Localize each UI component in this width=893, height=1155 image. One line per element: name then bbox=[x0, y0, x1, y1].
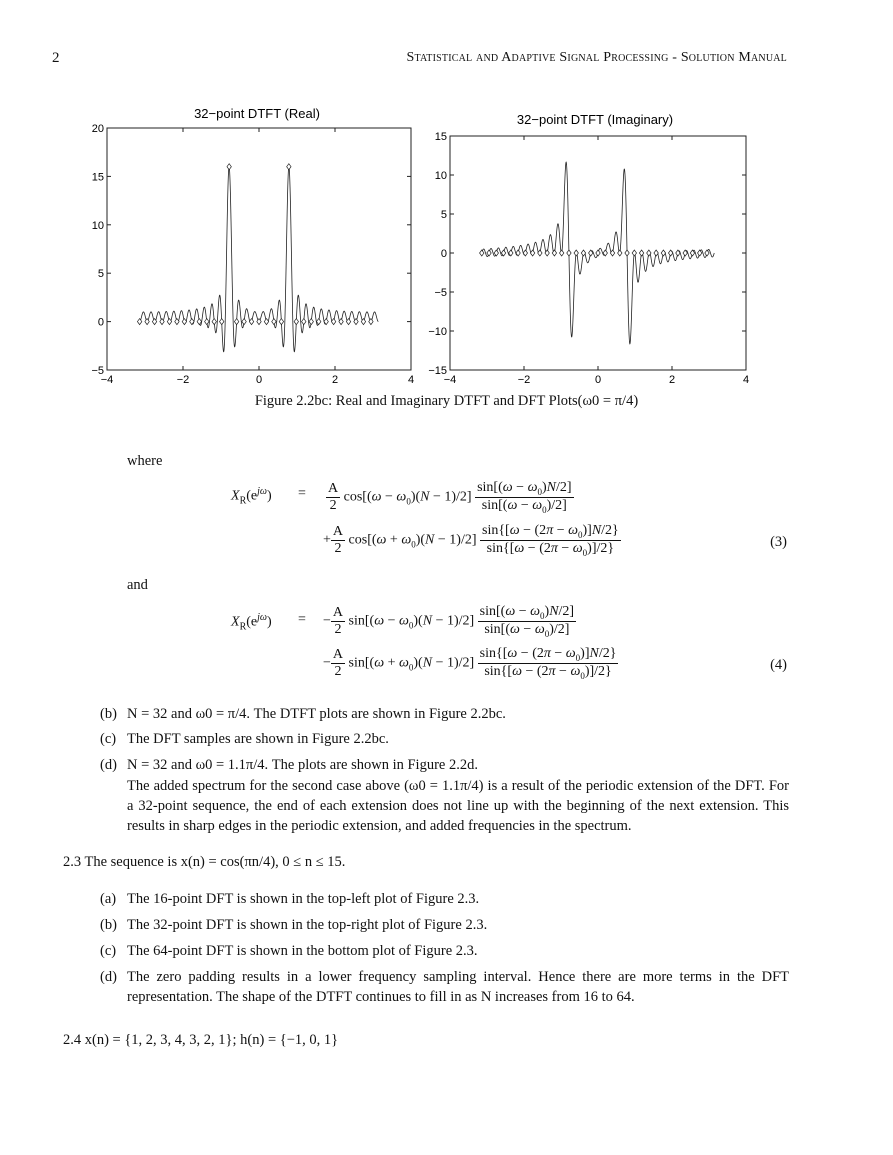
real-dft-marker bbox=[234, 319, 238, 325]
problem-number: 2.3 bbox=[63, 854, 82, 870]
real-dft-marker bbox=[316, 319, 320, 325]
eq3-line2: + $\frac{A}{2}$ $\cos[(\omega + \omega_0)(N - 1)/2]$ $\frac{\sin\{[\omega - (2\pi - \omega_0)]N/2\}}{\sin\{[\omega - (2\pi - \omega_0)]/2\}}$ bbox=[323, 523, 619, 558]
item-text: The DFT samples are shown in Figure 2.2bc. bbox=[127, 731, 389, 747]
item-label: (a) bbox=[100, 891, 117, 907]
real-dft-marker bbox=[182, 319, 186, 325]
figure-caption: Figure 2.2bc: Real and Imaginary DTFT and DFT Plots(ω0 = π/4) bbox=[254, 393, 639, 409]
real-dft-marker bbox=[212, 319, 216, 325]
imag-xtick-label: 0 bbox=[594, 374, 602, 386]
imag-dft-marker bbox=[494, 250, 498, 256]
imag-dft-marker bbox=[567, 250, 571, 256]
item-text: N = 32 and ω0 = 1.1π/4. The plots are shown in Figure 2.2d. bbox=[127, 757, 478, 773]
problem-2-4 bbox=[63, 1030, 338, 1050]
item-2-3-b bbox=[100, 915, 488, 935]
imag-dft-marker bbox=[501, 250, 505, 256]
page-number: 2 bbox=[52, 50, 60, 66]
item-2-2-c bbox=[100, 729, 389, 749]
imag-xtick-label: −4 bbox=[443, 374, 457, 386]
real-dft-marker bbox=[227, 164, 231, 170]
para-2-2-d: The added spectrum for the second case above (ω0 = 1.1π/4) is a result of the periodic extension of the DFT. For a 32-point sequence, the end of each extension does not line up with the beginning of the next extension. This results in sharp edges in the periodic extension, and added frequencies in the spectrum. bbox=[127, 778, 789, 834]
imag-ytick-label: 5 bbox=[440, 209, 447, 221]
imag-dft-marker bbox=[538, 250, 542, 256]
real-dft-marker bbox=[331, 319, 335, 325]
real-ytick-label: −5 bbox=[91, 365, 104, 377]
imag-dtft-plot bbox=[420, 108, 760, 395]
imag-ytick-label: −5 bbox=[434, 287, 447, 299]
eq4-number: (4) bbox=[770, 657, 787, 673]
item-text: The 64-point DFT is shown in the bottom plot of Figure 2.3. bbox=[127, 943, 478, 959]
item-label: (b) bbox=[100, 917, 117, 933]
imag-xtick-label: 4 bbox=[742, 374, 750, 386]
imag-dft-marker bbox=[654, 250, 658, 256]
imag-dft-marker bbox=[705, 250, 709, 256]
and-word: and bbox=[127, 577, 148, 593]
item-2-3-c bbox=[100, 941, 478, 961]
imag-dft-marker bbox=[480, 250, 484, 256]
real-xtick-label: 4 bbox=[407, 374, 415, 386]
eq3-equals: = bbox=[298, 486, 306, 501]
real-dft-marker bbox=[249, 319, 253, 325]
imag-dft-marker bbox=[690, 250, 694, 256]
real-ytick-label: 20 bbox=[91, 123, 104, 135]
imag-dft-marker bbox=[618, 250, 622, 256]
imag-dtft-svg bbox=[420, 108, 760, 390]
where-word: where bbox=[127, 453, 163, 469]
real-dft-marker bbox=[175, 319, 179, 325]
problem-text: The sequence is x(n) = cos(πn/4), 0 ≤ n ≤ 15. bbox=[84, 854, 346, 870]
imag-dft-marker bbox=[625, 250, 629, 256]
item-label: (c) bbox=[100, 731, 117, 747]
real-dft-marker bbox=[264, 319, 268, 325]
imag-dft-marker bbox=[559, 250, 563, 256]
item-label: (d) bbox=[100, 757, 117, 773]
imag-dft-marker bbox=[530, 250, 534, 256]
item-label: (c) bbox=[100, 943, 117, 959]
item-text: The zero padding results in a lower frequency sampling interval. Hence there are more terms in the DFT representation. The shape of the DTFT continues to fill in as N increases from 16 to 64. bbox=[127, 969, 789, 1005]
real-dft-marker bbox=[205, 319, 209, 325]
item-text: The 16-point DFT is shown in the top-left plot of Figure 2.3. bbox=[127, 891, 480, 907]
real-dft-marker bbox=[242, 319, 246, 325]
running-title: Statistical and Adaptive Signal Processing - Solution Manual bbox=[406, 50, 787, 65]
item-2-3-d bbox=[100, 967, 789, 1005]
real-xtick-label: −2 bbox=[176, 374, 190, 386]
real-dft-marker bbox=[287, 164, 291, 170]
item-text: The 32-point DFT is shown in the top-right plot of Figure 2.3. bbox=[127, 917, 488, 933]
real-dtft-plot bbox=[85, 100, 420, 395]
real-ytick-label: 5 bbox=[97, 268, 104, 281]
item-label: (b) bbox=[100, 706, 117, 722]
real-xtick-label: 2 bbox=[331, 374, 339, 386]
real-dft-marker bbox=[339, 319, 343, 325]
imag-dft-marker bbox=[698, 250, 702, 256]
eq3-lhs: $X_R(e^{j\omega})$ bbox=[231, 486, 272, 507]
eq3-number: (3) bbox=[770, 534, 787, 550]
imag-dft-marker bbox=[523, 250, 527, 256]
eq4-line2: − $\frac{A}{2}$ $\sin[(\omega + \omega_0)(N - 1)/2]$ $\frac{\sin\{[\omega - (2\pi - \omega_0)]N/2\}}{\sin\{[\omega - (2\pi - \omega_0)]/2\}}$ bbox=[323, 646, 617, 681]
real-dft-marker bbox=[272, 319, 276, 325]
imag-xtick-label: 2 bbox=[668, 374, 676, 386]
problem-number: 2.4 bbox=[63, 1032, 82, 1048]
real-dft-marker bbox=[219, 319, 223, 325]
imag-plot-title: 32−point DTFT (Imaginary) bbox=[516, 112, 674, 127]
imag-dft-marker bbox=[668, 250, 672, 256]
real-dft-marker bbox=[309, 319, 313, 325]
real-plot-frame bbox=[107, 128, 411, 370]
imag-ytick-label: −10 bbox=[428, 326, 447, 338]
item-label: (d) bbox=[100, 969, 117, 985]
item-2-3-a bbox=[100, 889, 480, 909]
eq3-line1: $\frac{A}{2}$ $\cos[(\omega - \omega_0)(N - 1)/2]$ $\frac{\sin[(\omega - \omega_0)N/2]}{\sin[(\omega - \omega_0)/2]}$ bbox=[328, 480, 572, 515]
real-dft-marker bbox=[197, 319, 201, 325]
imag-dft-marker bbox=[574, 250, 578, 256]
imag-xtick-label: −2 bbox=[517, 374, 531, 386]
eq4-equals: = bbox=[298, 612, 306, 627]
imag-ytick-label: 10 bbox=[434, 170, 447, 182]
real-dft-marker bbox=[279, 319, 283, 325]
imag-ytick-label: 15 bbox=[434, 131, 447, 143]
eq4-lhs: $X_R(e^{j\omega})$ bbox=[231, 612, 272, 633]
real-ytick-label: 0 bbox=[97, 316, 104, 329]
imag-dft-marker bbox=[661, 250, 665, 256]
problem-2-3 bbox=[63, 852, 345, 872]
imag-ytick-label: 0 bbox=[440, 248, 447, 260]
real-dft-marker bbox=[294, 319, 298, 325]
item-2-2-b bbox=[100, 704, 506, 724]
real-plot-title: 32−point DTFT (Real) bbox=[194, 106, 320, 121]
imag-dft-marker bbox=[487, 250, 491, 256]
item-text: N = 32 and ω0 = π/4. The DTFT plots are shown in Figure 2.2bc. bbox=[127, 706, 506, 722]
real-ytick-label: 15 bbox=[91, 171, 104, 184]
imag-dft-marker bbox=[596, 250, 600, 256]
item-2-2-d bbox=[100, 755, 478, 775]
eq4-line1: − $\frac{A}{2}$ $\sin[(\omega - \omega_0)(N - 1)/2]$ $\frac{\sin[(\omega - \omega_0)N/2]}{\sin[(\omega - \omega_0)/2]}$ bbox=[323, 604, 575, 639]
real-ytick-label: 10 bbox=[91, 219, 104, 232]
real-xtick-label: −4 bbox=[100, 374, 114, 386]
real-dtft-svg bbox=[85, 100, 420, 390]
problem-text: x(n) = {1, 2, 3, 4, 3, 2, 1}; h(n) = {−1, 0, 1} bbox=[84, 1032, 339, 1048]
real-xtick-label: 0 bbox=[255, 374, 263, 386]
imag-ytick-label: −15 bbox=[428, 365, 447, 377]
imag-dft-marker bbox=[632, 250, 636, 256]
real-dft-marker bbox=[302, 319, 306, 325]
